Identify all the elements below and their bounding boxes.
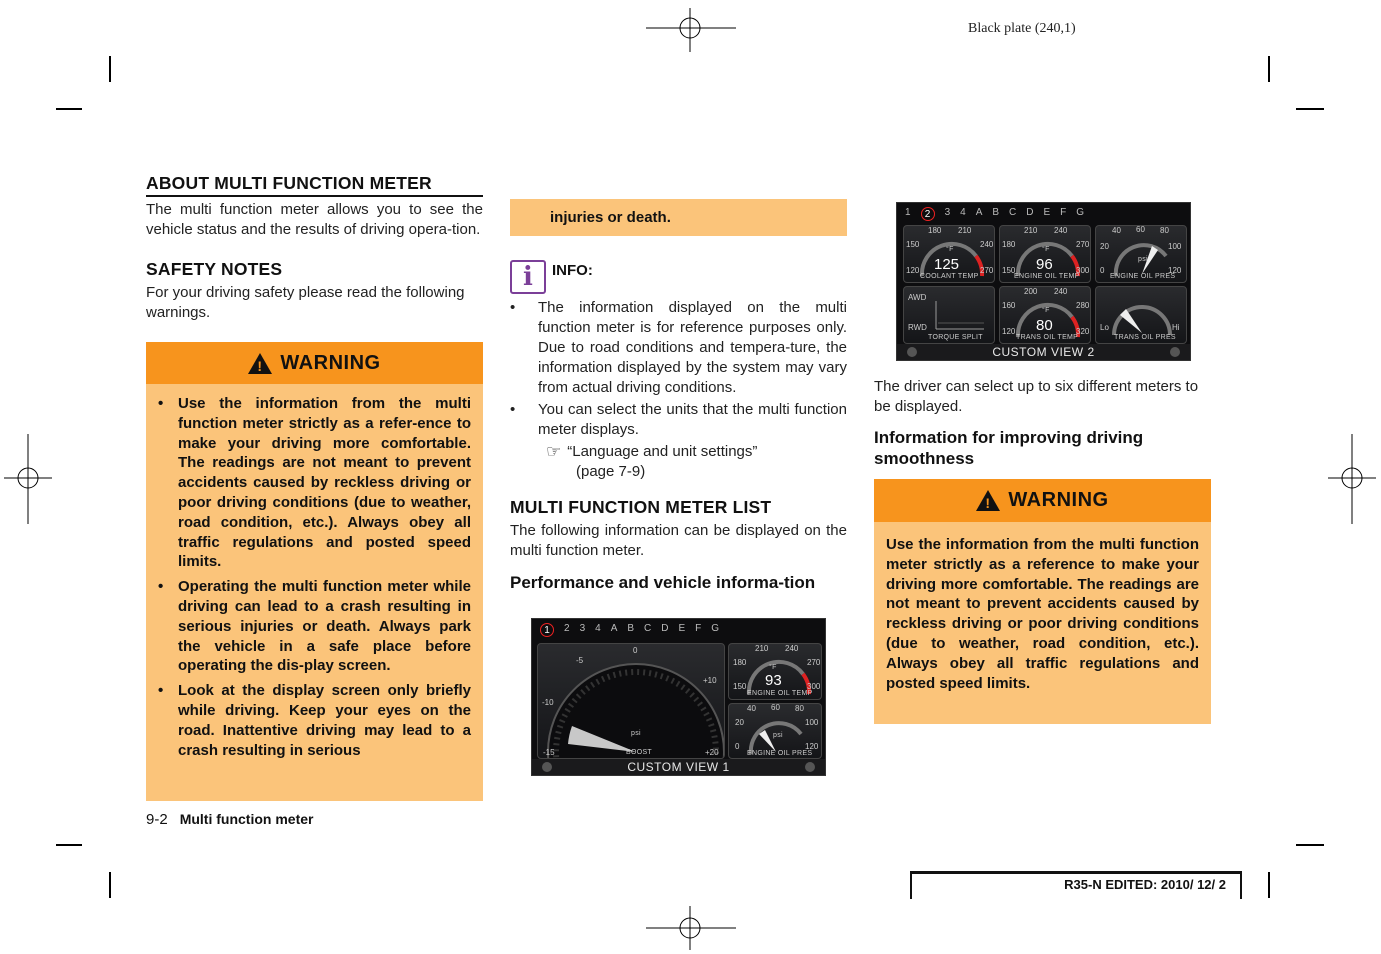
warning-item: • Operating the multi function meter while driving can lead to a crash resulting in serious injuries or death. Always park the vehicle in a safe place before operating the dis-play screen. — [150, 577, 471, 676]
page-footer — [146, 811, 313, 828]
meter-tabs — [540, 623, 719, 637]
crop-mark — [1296, 108, 1324, 110]
perf-title: Performance and vehicle informa-tion — [510, 573, 816, 592]
coolant-tick: 120 — [906, 266, 920, 275]
meter-tab[interactable]: E — [1043, 207, 1051, 218]
transtemp-tick: 160 — [1002, 301, 1016, 310]
temp-tick: 150 — [733, 682, 747, 691]
list-text: The following information can be displayed on the multi function meter. — [510, 522, 847, 559]
transtemp-tick: 200 — [1024, 287, 1038, 296]
oiltemp-tick: 300 — [1076, 266, 1090, 275]
oil-temp-gauge — [728, 643, 822, 700]
crop-mark — [56, 108, 82, 110]
temp-tick: 180 — [733, 658, 747, 667]
meter-tab[interactable]: 1 — [540, 623, 554, 637]
meter-tab[interactable]: 4 — [960, 207, 966, 218]
temp-tick: 270 — [807, 658, 821, 667]
torque-tick: RWD — [908, 323, 927, 332]
boost-tick: 0 — [633, 646, 638, 655]
boost-unit: psi — [631, 730, 641, 737]
oilpres-tick: 120 — [1168, 266, 1182, 275]
oilpres-tick: 0 — [1100, 266, 1105, 275]
oilpres-tick: 20 — [1100, 242, 1109, 251]
reference-page: (page 7-9) — [576, 463, 646, 480]
transpres-label: TRANS OIL PRES — [1114, 334, 1176, 341]
meter-tab[interactable]: C — [1009, 207, 1017, 218]
pres-tick: 20 — [735, 718, 744, 727]
list-title: MULTI FUNCTION METER LIST — [510, 497, 772, 517]
column-right — [874, 377, 1211, 724]
oiltemp-value: 96 — [1036, 256, 1053, 273]
meter-tab[interactable]: 2 — [564, 623, 570, 634]
registration-mark-left — [4, 434, 52, 524]
transtemp-tick: 320 — [1076, 327, 1090, 336]
warning-header — [146, 342, 483, 384]
oilpres-tick: 40 — [1112, 226, 1121, 235]
pres-tick: 60 — [771, 703, 780, 712]
oilpres-tick: 100 — [1168, 242, 1182, 251]
transpres-tick: Hi — [1172, 323, 1180, 332]
warning-text: Use the information from the multi function meter strictly as a reference to make your driving more comfortable. The readings are not meant to prevent accidents caused by reckless driving or poor driving conditions (due to weather, road condition, etc.). Always obey all traffic regulations and posted speed limits. — [886, 536, 1199, 692]
crop-mark — [109, 872, 111, 898]
transpres-tick: Lo — [1100, 323, 1109, 332]
registration-mark-bottom — [646, 906, 736, 950]
plate-label: Black plate (240,1) — [968, 21, 1076, 36]
coolant-tick: 210 — [958, 226, 972, 235]
meter-tab[interactable]: 3 — [579, 623, 586, 634]
temp-tick: 240 — [785, 644, 799, 653]
info-list — [510, 298, 847, 440]
oilpres-label: ENGINE OIL PRES — [1110, 273, 1176, 280]
meter-tab[interactable]: 4 — [595, 623, 601, 634]
meter-caption: The driver can select up to six different meters to be displayed. — [874, 378, 1199, 415]
previous-view-button[interactable] — [542, 762, 552, 772]
boost-tick: -10 — [542, 698, 554, 707]
section-title: ABOUT MULTI FUNCTION METER — [146, 173, 483, 197]
boost-dial — [538, 644, 725, 759]
temp-unit: °F — [769, 664, 777, 671]
reference-link[interactable] — [510, 442, 847, 462]
pres-unit: psi — [773, 732, 783, 739]
trans-oil-pres-gauge — [1095, 286, 1187, 344]
warning-icon: ! — [976, 490, 1000, 511]
pres-tick: 0 — [735, 742, 740, 751]
oiltemp-label: ENGINE OIL TEMP — [1014, 273, 1080, 280]
warning-box — [874, 479, 1211, 724]
meter-tab[interactable]: E — [678, 623, 686, 634]
boost-tick: +10 — [703, 676, 717, 685]
transtemp-value: 80 — [1036, 317, 1053, 334]
transtemp-tick: 120 — [1002, 327, 1016, 336]
coolant-label: COOLANT TEMP — [920, 273, 979, 280]
crop-mark — [1268, 56, 1270, 82]
coolant-value: 125 — [934, 256, 960, 273]
column-left — [146, 170, 483, 801]
transtemp-label: TRANS OIL TEMP — [1016, 334, 1079, 341]
oiltemp-tick: 180 — [1002, 240, 1016, 249]
safety-text: For your driving safety please read the following warnings. — [146, 284, 465, 321]
registration-mark-top — [646, 8, 736, 52]
previous-view-button[interactable] — [907, 347, 917, 357]
torque-tick: AWD — [908, 293, 927, 302]
crop-mark — [56, 844, 82, 846]
pres-tick: 40 — [747, 704, 756, 713]
temp-value: 93 — [765, 672, 782, 689]
oilpres-unit: psi — [1138, 256, 1148, 263]
pres-tick: 120 — [805, 742, 819, 751]
next-view-button[interactable] — [805, 762, 815, 772]
meter-tab[interactable]: A — [975, 207, 983, 218]
pres-tick: 100 — [805, 718, 819, 727]
crop-mark — [109, 56, 111, 82]
warning-box — [146, 342, 483, 801]
warning-label: WARNING — [1008, 489, 1109, 511]
boost-tick: -15 — [543, 748, 555, 757]
oiltemp-unit: °F — [1042, 246, 1050, 253]
view-label: CUSTOM VIEW 2 — [897, 344, 1190, 360]
warning-header — [874, 479, 1211, 522]
coolant-unit: °F — [946, 246, 954, 253]
meter-tab[interactable]: C — [644, 623, 652, 634]
coolant-tick: 240 — [980, 240, 994, 249]
torque-split-gauge — [903, 286, 995, 344]
crop-mark — [1296, 844, 1324, 846]
warning-continued: injuries or death. — [510, 199, 847, 236]
meter-tabs — [905, 207, 1084, 221]
boost-tick: -5 — [576, 656, 584, 665]
next-view-button[interactable] — [1170, 347, 1180, 357]
coolant-temp-gauge — [903, 225, 995, 283]
temp-label: ENGINE OIL TEMP — [747, 690, 813, 697]
info-header — [510, 260, 847, 294]
oiltemp-tick: 210 — [1024, 226, 1038, 235]
engine-oil-pres-gauge — [1095, 225, 1187, 283]
temp-tick: 210 — [755, 644, 769, 653]
meter-tab[interactable]: D — [1026, 207, 1034, 218]
coolant-tick: 180 — [928, 226, 942, 235]
info-item: • You can select the units that the multi function meter displays. — [510, 400, 847, 440]
crop-mark — [1268, 872, 1270, 898]
engine-oil-temp-gauge — [999, 225, 1091, 283]
meter-screen-custom-view-1 — [531, 618, 826, 776]
meter-tab[interactable]: G — [711, 623, 720, 634]
column-middle — [510, 170, 847, 593]
smoothness-title: Information for improving driving smoothness — [874, 428, 1144, 468]
page-number: 9-2 — [146, 811, 168, 828]
meter-tab[interactable]: 1 — [905, 207, 911, 218]
trans-oil-temp-gauge — [999, 286, 1091, 344]
reference-text: “Language and unit settings” — [567, 443, 758, 460]
boost-label: BOOST — [626, 749, 653, 756]
edited-stamp: R35-N EDITED: 2010/ 12/ 2 — [910, 871, 1242, 899]
oilpres-tick: 60 — [1136, 225, 1145, 234]
warning-body — [146, 384, 483, 760]
oiltemp-tick: 240 — [1054, 226, 1068, 235]
oilpres-tick: 80 — [1160, 226, 1169, 235]
view-label: CUSTOM VIEW 1 — [532, 759, 825, 775]
intro-text: The multi function meter allows you to see the vehicle status and the results of driving opera-tion. — [146, 201, 483, 238]
info-label: INFO: — [552, 261, 593, 279]
meter-tab[interactable]: F — [1060, 207, 1067, 218]
transtemp-tick: 280 — [1076, 301, 1090, 310]
temp-tick: 300 — [807, 682, 821, 691]
footer-section: Multi function meter — [179, 811, 314, 827]
meter-tab[interactable]: B — [992, 207, 1000, 218]
boost-gauge — [537, 643, 725, 759]
oiltemp-tick: 150 — [1002, 266, 1016, 275]
meter-tab[interactable]: A — [610, 623, 618, 634]
meter-tab[interactable]: 2 — [921, 207, 935, 221]
pointing-hand-icon: ☞ — [546, 442, 562, 462]
transtemp-tick: 240 — [1054, 287, 1068, 296]
meter-tab[interactable]: 3 — [944, 207, 951, 218]
torque-label: TORQUE SPLIT — [928, 334, 983, 341]
coolant-tick: 150 — [906, 240, 920, 249]
meter-tab[interactable]: D — [661, 623, 669, 634]
info-icon: i — [510, 260, 546, 294]
transtemp-unit: °F — [1042, 307, 1050, 314]
registration-mark-right — [1328, 434, 1376, 524]
oil-pres-gauge — [728, 703, 822, 759]
meter-tab[interactable]: B — [627, 623, 635, 634]
pres-tick: 80 — [795, 704, 804, 713]
meter-screen-custom-view-2 — [896, 202, 1191, 361]
coolant-tick: 270 — [980, 266, 994, 275]
boost-tick: +20 — [705, 748, 719, 757]
warning-item: • Look at the display screen only briefly while driving. Keep your eyes on the road. Inattentive driving may lead to a crash resulting in serious — [150, 681, 471, 760]
pres-label: ENGINE OIL PRES — [747, 750, 813, 757]
warning-item: • Use the information from the multi function meter strictly as a refer-ence to make your driving more comfortable. The readings are not meant to prevent accidents caused by reckless driving or poor driving conditions (due to weather, road condition, etc.). Always obey all traffic regulations and posted speed limits. — [150, 394, 471, 572]
warning-label: WARNING — [280, 351, 381, 374]
meter-tab[interactable]: G — [1076, 207, 1085, 218]
info-item: • The information displayed on the multi function meter is for reference purposes only. Due to road conditions and tempera-ture, the information displayed by the system may vary from actual driving conditions. — [510, 298, 847, 398]
warning-icon: ! — [248, 353, 272, 374]
safety-title: SAFETY NOTES — [146, 259, 283, 279]
oiltemp-tick: 270 — [1076, 240, 1090, 249]
meter-tab[interactable]: F — [695, 623, 702, 634]
